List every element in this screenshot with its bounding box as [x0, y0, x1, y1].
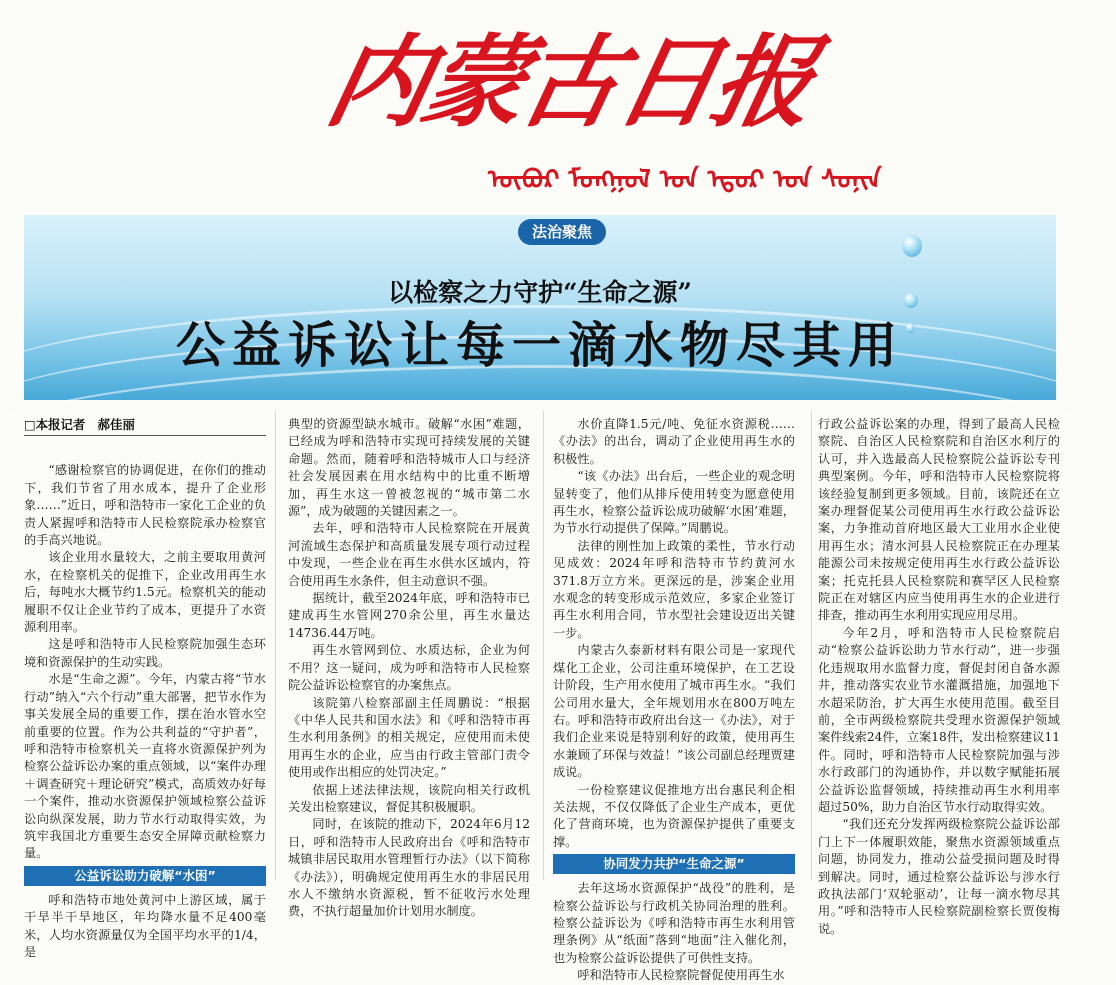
paragraph: 这是呼和浩特市人民检察院加强生态环境和资源保护的生动实践。 — [24, 637, 266, 669]
paragraph: 据统计，截至2024年底，呼和浩特市已建成再生水管网270余公里，再生水量达14736.44万吨。 — [288, 591, 530, 640]
headline: 公益诉讼让每一滴水物尽其用 — [175, 317, 904, 374]
paragraph: 法律的刚性加上政策的柔性，节水行动见成效：2024年呼和浩特市节约黄河水371.8万立方米。更深远的是，涉案企业用水观念的转变形成示范效应，多家企业签订再生水利用合同，节水型社会建设迈出关键一步。 — [553, 538, 795, 640]
paragraph: “该《办法》出台后，一些企业的观念明显转变了，他们从排斥使用转变为愿意使用再生水，检察公益诉讼成功破解‘水困’难题，为节水行动提供了保障。”周鹏说。 — [553, 469, 795, 536]
paragraph: 该企业用水量较大，之前主要取用黄河水，在检察机关的促推下，企业改用再生水后，每吨水大概节约1.5元。检察机关的能动履职不仅让企业节约了成本，更提升了水资源利用率。 — [24, 550, 266, 635]
subheadline: 以检察之力守护“生命之源” — [388, 278, 692, 307]
article-column-1 — [24, 416, 266, 959]
paragraph: 水价直降1.5元/吨、免征水资源税……《办法》的出台，调动了企业使用再生水的积极性。 — [553, 417, 795, 466]
paragraph: 典型的资源型缺水城市。破解“水困”难题，已经成为呼和浩特市实现可持续发展的关键命题。然而，随着呼和浩特城市人口与经济社会发展因素在用水结构中的比重不断增加，再生水这一曾被忽视的“城市第二水源”，成为破题的关键因素之一。 — [288, 417, 530, 519]
paragraph: 依据上述法律法规，该院向相关行政机关发出检察建议，督促其积极履职。 — [288, 782, 530, 814]
mongolian-logo: ᠥᠪᠥᠷ ᠮᠣᠩᠭᠣᠯ ᠤᠨ ᠡᠳᠦᠷ ᠤᠨ ᠰᠣᠨᠢᠨ — [488, 165, 882, 195]
newspaper-logo: 内蒙古日报 — [317, 23, 823, 141]
paragraph: 行政公益诉讼案的办理，得到了最高人民检察院、自治区人民检察院和自治区水利厅的认可，并入选最高人民检察院公益诉讼专刊典型案例。今年，呼和浩特市人民检察院将该经验复制到更多领域。目前，该院还在立案办理督促某公司使用再生水行政公益诉讼案，力争推动首府地区最大工业用水企业使用再生水；清水河县人民检察院正在办理某能源公司未按规定使用再生水行政公益诉讼案；托克托县人民检察院和赛罕区人民检察院正在对辖区内应当使用再生水的企业进行排查，推动再生水利用实现应用尽用。 — [818, 417, 1060, 623]
paragraph: 再生水管网到位、水质达标，企业为何不用？这一疑问，成为呼和浩特市人民检察院公益诉讼检察官的办案焦点。 — [288, 643, 530, 693]
column-divider — [275, 410, 276, 880]
paragraph: 呼和浩特市地处黄河中上游区域，属于干旱半干旱地区，年均降水量不足400毫米，人均水资源量仅为全国平均水平的1/4，是 — [24, 892, 266, 959]
paragraph: 呼和浩特市人民检察院督促使用再生水 — [577, 968, 785, 983]
article-column-4 — [818, 416, 1060, 936]
masthead — [0, 0, 1080, 205]
paragraph: 去年这场水资源保护“战役”的胜利，是检察公益诉讼与行政机关协同治理的胜利。检察公益诉讼为《呼和浩特市再生水利用管理条例》从“纸面”落到“地面”注入催化剂，也为检察公益诉讼提供了可供性支持。 — [553, 881, 795, 965]
water-drop-icon — [902, 235, 922, 257]
headline-banner — [24, 215, 1056, 400]
paragraph: “我们还充分发挥两级检察院公益诉讼部门上下一体履职效能，聚焦水资源领域重点问题，协同发力，推动公益受损问题及时得到解决。同时，通过检察公益诉讼与涉水行政执法部门‘双轮驱动’，让每一滴水物尽其用。”呼和浩特市人民检察院副检察长贾俊梅说。 — [818, 817, 1060, 936]
article-column-2 — [288, 416, 530, 919]
paragraph: 一份检察建议促推地方出台惠民利企相关法规，不仅仅降低了企业生产成本，更优化了营商环境，也为资源保护提供了重要支撑。 — [553, 782, 795, 849]
article-column-3 — [553, 416, 795, 983]
paragraph: 该院第八检察部副主任周鹏说：“根据《中华人民共和国水法》和《呼和浩特市再生水利用条例》的相关规定，应使用而未使用再生水的企业，应当由行政主管部门责令使用或作出相应的处罚决定。” — [288, 695, 530, 780]
column-divider — [543, 410, 544, 880]
paragraph: 同时，在该院的推动下，2024年6月12日，呼和浩特市人民政府出台《呼和浩特市城镇非居民取用水管理暂行办法》（以下简称《办法》），明确规定使用再生水的非居民用水人不缴纳水资源税，暂不征收污水处理费，不执行超量加价计划用水制度。 — [288, 817, 530, 919]
paragraph: 水是“生命之源”。今年，内蒙古将“节水行动”纳入“六个行动”重大部署，把节水作为事关发展全局的重要工作，摆在治水管水空前重要的位置。作为公共利益的“守护者”，呼和浩特市检察机关一直将水资源保护列为检察公益诉讼办案的重点领域，以“案件办理＋调查研究＋理论研究”模式，高质效办好每一个案件，推动水资源保护领域检察公益诉讼向纵深发展，助力节水行动取得实效，为筑牢我国北方重要生态安全屏障贡献检察力量。 — [24, 672, 266, 861]
byline: □本报记者 郝佳丽 — [24, 416, 266, 436]
paragraph: 去年，呼和浩特市人民检察院在开展黄河流域生态保护和高质量发展专项行动过程中发现，一些企业在再生水供水区域内，符合使用再生水条件，但主动意识不强。 — [288, 521, 530, 588]
paragraph: 今年2月，呼和浩特市人民检察院启动“检察公益诉讼助力节水行动”，进一步强化违规取用水监督力度，督促封闭自备水源井，推动落实农业节水灌溉措施，加强地下水超采防治，扩大再生水使用范围。截至目前，全市两级检察院共受理水资源保护领域案件线索24件，立案18件，发出检察建议11件。同时，呼和浩特市人民检察院加强与涉水行政部门的沟通协作，并以数字赋能拓展公益诉讼监督领域，持续推动再生水利用率超过50%，助力自治区节水行动取得实效。 — [818, 625, 1060, 814]
section-heading: 公益诉讼助力破解“水困” — [24, 866, 266, 886]
paragraph: “感谢检察官的协调促进，在你们的推动下，我们节省了用水成本，提升了企业形象……”近日，呼和浩特市一家化工企业的负责人紧握呼和浩特市人民检察院承办检察官的手高兴地说。 — [24, 463, 266, 548]
paragraph: 内蒙古久泰新材料有限公司是一家现代煤化工企业，公司注重环境保护，在工艺设计阶段，生产用水使用了城市再生水。“我们公司用水量大，全年规划用水在800万吨左右。呼和浩特市政府出台这一《办法》，对于我们企业来说是特别利好的政策，使用再生水兼顾了环保与效益！”该公司副总经理贾建成说。 — [553, 643, 795, 780]
section-heading: 协同发力共护“生命之源” — [553, 854, 795, 874]
column-divider — [811, 410, 812, 880]
section-tag: 法治聚焦 — [518, 219, 606, 245]
